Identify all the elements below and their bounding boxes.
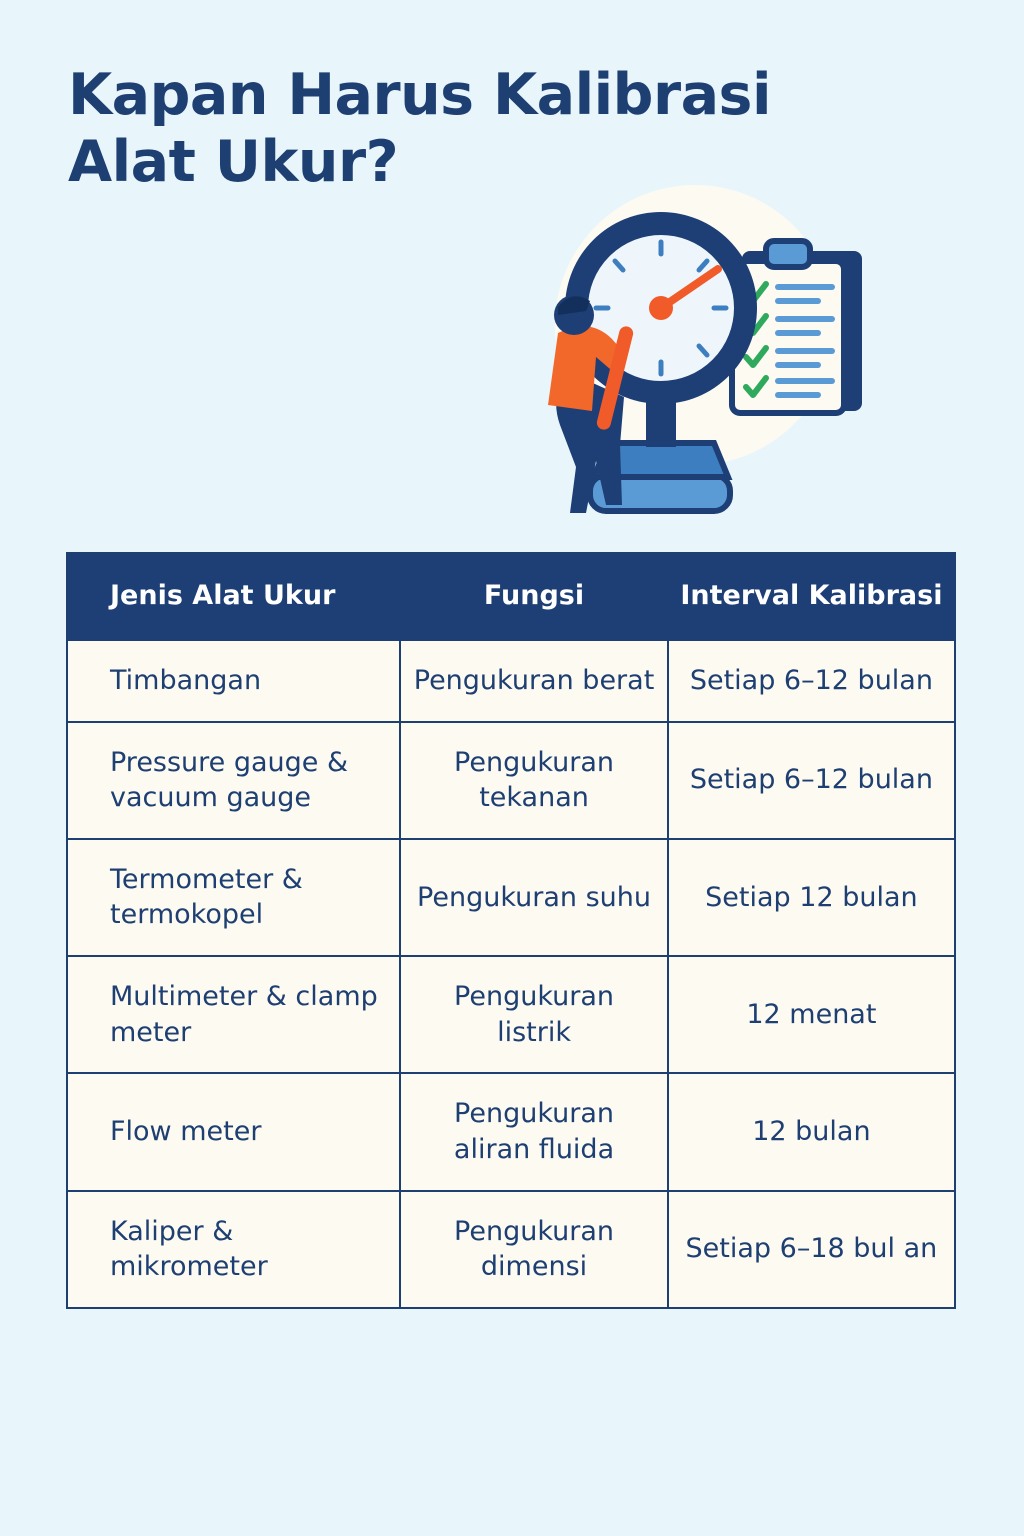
table-row (68, 722, 954, 839)
cell-fungsi: Pengukuran berat (400, 640, 668, 722)
cell-alat: Kaliper & mikrometer (68, 1191, 400, 1307)
cell-alat: Timbangan (68, 640, 400, 722)
cell-alat: Pressure gauge & vacuum gauge (68, 722, 400, 839)
cell-interval: 12 menat (668, 956, 954, 1073)
calibration-interval-table (66, 552, 956, 1309)
table-row (68, 839, 954, 956)
table-row (68, 1191, 954, 1307)
cell-fungsi: Pengukuran tekanan (400, 722, 668, 839)
cell-interval: Setiap 6–18 bul an (668, 1191, 954, 1307)
cell-fungsi: Pengukuran dimensi (400, 1191, 668, 1307)
table-header-row (68, 554, 954, 640)
cell-fungsi: Pengukuran suhu (400, 839, 668, 956)
cell-interval: Setiap 12 bulan (668, 839, 954, 956)
calibration-illustration (470, 175, 890, 535)
cell-interval: Setiap 6–12 bulan (668, 722, 954, 839)
column-header-fungsi: Fungsi (400, 554, 668, 640)
cell-interval: 12 bulan (668, 1073, 954, 1190)
cell-fungsi: Pengukuran aliran fluida (400, 1073, 668, 1190)
cell-interval: Setiap 6–12 bulan (668, 640, 954, 722)
page-title-line-1: Kapan Harus Kalibrasi (68, 62, 772, 128)
cell-alat: Termometer & termokopel (68, 839, 400, 956)
table-row (68, 640, 954, 722)
column-header-alat: Jenis Alat Ukur (68, 554, 400, 640)
cell-fungsi: Pengukuran listrik (400, 956, 668, 1073)
cell-alat: Multimeter & clamp meter (68, 956, 400, 1073)
page-title-line-2: Alat Ukur? (68, 129, 399, 196)
table-row (68, 956, 954, 1073)
column-header-interval: Interval Kalibrasi (668, 554, 954, 640)
table-row (68, 1073, 954, 1190)
cell-alat: Flow meter (68, 1073, 400, 1190)
